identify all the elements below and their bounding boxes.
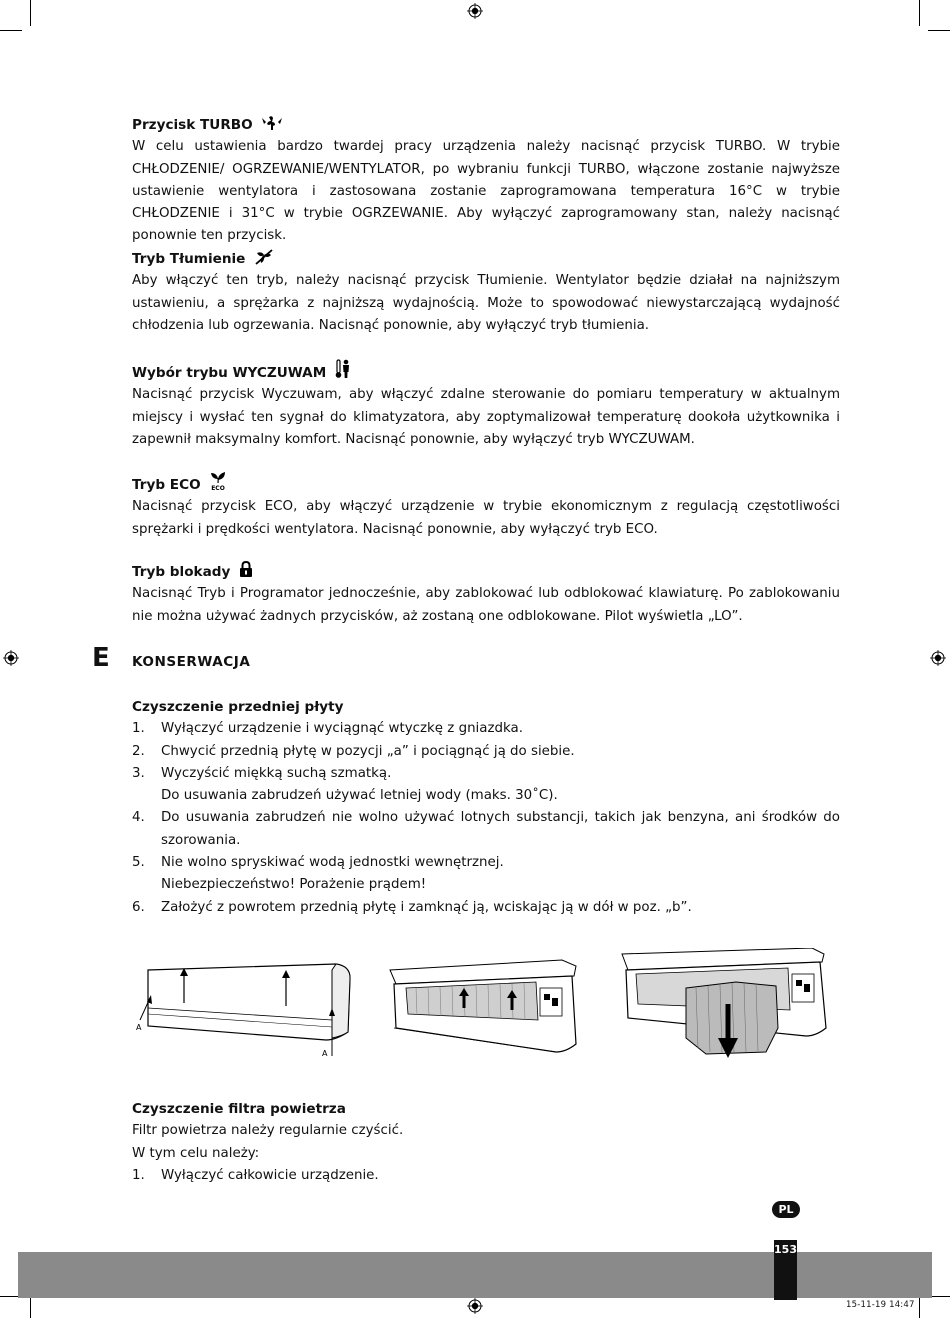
- label-a: A: [322, 1049, 328, 1058]
- filter-steps: [132, 1165, 840, 1187]
- quiet-body: Aby włączyć ten tryb, należy nacisnąć przycisk Tłumienie. Wentylator będzie działał na najniższym ustawieniu, a sprężarka z najniższą wydajnością. Może to spowodować niewystarczającą wydajność chłodzenia lub ogrzewania. Nacisnąć ponownie, aby wyłączyć tryb tłumienia.: [132, 273, 840, 333]
- language-badge: PL: [772, 1201, 800, 1218]
- crop-mark: [919, 0, 920, 26]
- turbo-fan-icon: [261, 115, 283, 131]
- filter-section: [132, 1098, 840, 1187]
- list-item: 1. Wyłączyć urządzenie i wyciągnąć wtyczkę z gniazdka.: [132, 721, 523, 737]
- quiet-fan-icon: [254, 249, 274, 265]
- eco-body: Nacisnąć przycisk ECO, aby włączyć urządzenie w trybie ekonomicznym z regulacją częstotliwości sprężarki i prędkości wentylatora. Nacisnąć ponownie, aby wyłączyć tryb ECO.: [132, 499, 840, 537]
- maintenance-section: [132, 651, 840, 673]
- unit-open-filters-figure: [386, 948, 586, 1060]
- list-item: 5. Nie wolno spryskiwać wodą jednostki wewnętrznej. Niebezpieczeństwo! Porażenie prądem!: [132, 855, 504, 893]
- turbo-title: Przycisk TURBO: [132, 117, 253, 133]
- eco-leaf-icon: [209, 471, 227, 491]
- quiet-title: Tryb Tłumienie: [132, 251, 246, 267]
- turbo-body: W celu ustawienia bardzo twardej pracy urządzenia należy nacisnąć przycisk TURBO. W trybie CHŁODZENIE/ OGRZEWANIE/WENTYLATOR, po wybraniu funkcji TURBO, włączone zostanie najwyższe ustawienie wentylatora i zastosowana zostanie zaprogramowana temperatura 16°C w trybie CHŁODZENIE i 31°C w trybie OGRZEWANIE. Aby wyłączyć zaprogramowany stan, należy nacisnąć ponownie ten przycisk.: [132, 139, 840, 244]
- registration-mark-icon: [467, 3, 483, 19]
- crop-mark: [0, 30, 22, 31]
- front-panel-section: [132, 696, 840, 919]
- crop-mark: [928, 30, 950, 31]
- section-letter: E: [92, 643, 110, 673]
- maintenance-title: KONSERWACJA: [132, 654, 251, 670]
- unit-remove-filter-figure: [616, 948, 836, 1068]
- quiet-section: [132, 248, 840, 337]
- list-item: 3. Wyczyścić miękką suchą szmatką. Do usuwania zabrudzeń używać letniej wody (maks. 30˚C).: [132, 765, 558, 804]
- ifeel-title: Wybór trybu WYCZUWAM: [132, 365, 327, 381]
- eco-title: Tryb ECO: [132, 477, 201, 493]
- ifeel-body: Nacisnąć przycisk Wyczuwam, aby włączyć zdalne sterowanie do pomiaru temperatury w aktualnym miejscy i wysłać ten sygnał do klimatyzatora, aby zoptymalizował temperaturę dookoła użytkownika i zapewnił maksymalny komfort. Nacisnąć ponownie, aby wyłączyć tryb WYCZUWAM.: [132, 387, 840, 447]
- filter-line: Filtr powietrza należy regularnie czyścić.: [132, 1123, 404, 1139]
- crop-mark: [919, 1296, 920, 1318]
- filter-title: Czyszczenie filtra powietrza: [132, 1101, 346, 1117]
- thermometer-person-icon: [335, 359, 351, 379]
- lock-icon: [239, 561, 253, 578]
- unit-front-panel-figure: [136, 948, 356, 1060]
- lock-body: Nacisnąć Tryb i Programator jednocześnie, aby zablokować lub odblokować klawiaturę. Po zablokowaniu nie można używać żadnych przycisków, aż zostaną one odblokowane. Pilot wyświetla „LO”.: [132, 586, 840, 624]
- eco-icon-label: ECO: [211, 485, 226, 491]
- list-item: 2. Chwycić przednią płytę w pozycji „a” i pociągnąć ją do siebie.: [132, 743, 575, 759]
- crop-mark: [30, 0, 31, 26]
- turbo-section: [132, 114, 840, 248]
- eco-section: [132, 471, 840, 541]
- lock-section: [132, 561, 840, 628]
- front-panel-steps: [132, 718, 840, 919]
- registration-mark-icon: [930, 650, 946, 666]
- crop-mark: [30, 1296, 31, 1318]
- list-item: 1. Wyłączyć całkowicie urządzenie.: [132, 1167, 379, 1183]
- filter-line: W tym celu należy:: [132, 1145, 260, 1161]
- lock-title: Tryb blokady: [132, 564, 231, 580]
- label-a: A: [136, 1023, 142, 1032]
- ifeel-section: [132, 359, 840, 451]
- list-item: 6. Założyć z powrotem przednią płytę i zamknąć ją, wciskając ją w dół w poz. „b”.: [132, 899, 692, 915]
- list-item: 4. Do usuwania zabrudzeń nie wolno używać lotnych substancji, takich jak benzyna, ani środków do szorowania.: [132, 810, 840, 848]
- front-panel-title: Czyszczenie przedniej płyty: [132, 699, 344, 715]
- cleaning-figures: [136, 948, 836, 1068]
- page-number: 153: [774, 1240, 797, 1300]
- registration-mark-icon: [467, 1298, 483, 1314]
- print-timestamp: 15-11-19 14:47: [846, 1300, 915, 1310]
- registration-mark-icon: [3, 650, 19, 666]
